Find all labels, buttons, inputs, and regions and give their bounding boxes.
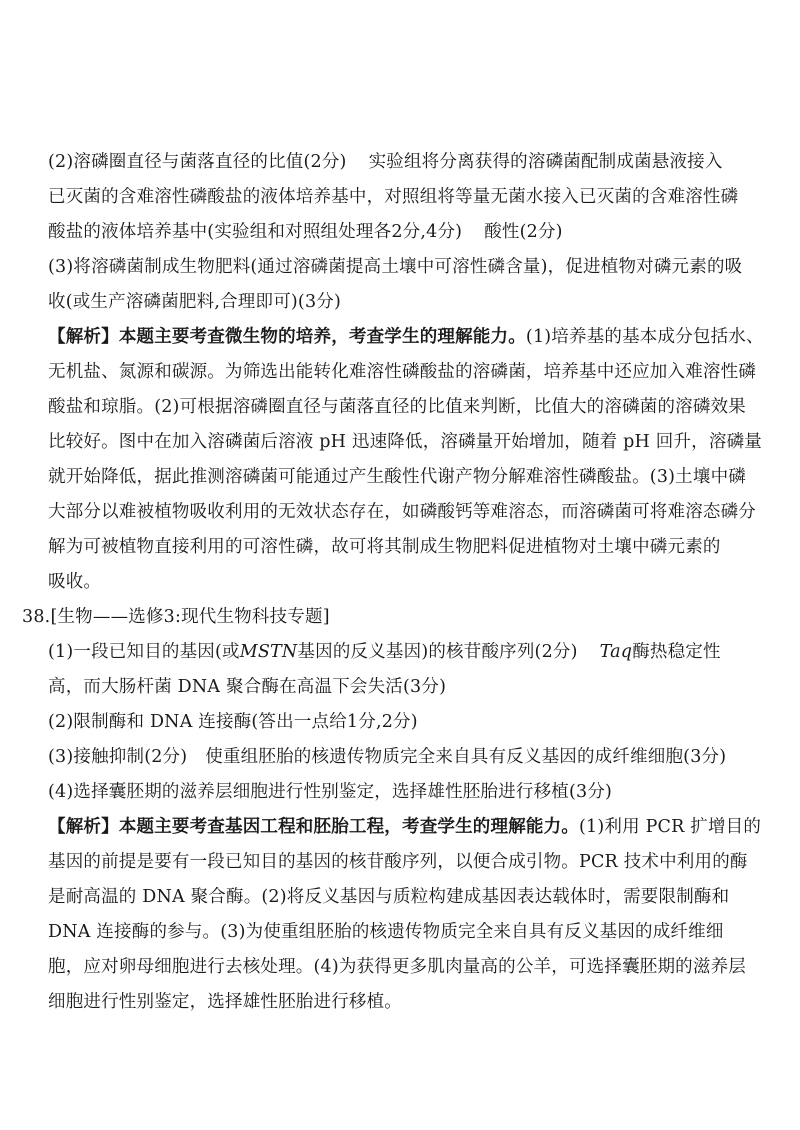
q38-analysis-line4: DNA 连接酶的参与。(3)为使重组胚胎的核遗传物质完全来自具有反义基因的成纤维细 <box>48 922 724 942</box>
analysis-lead: 本题主要考查基因工程和胚胎工程，考查学生的理解能力。 <box>118 817 580 837</box>
q38-analysis-line5: 胞，应对卵母细胞进行去核处理。(4)为获得更多肌肉量高的公羊，可选择囊胚期的滋养层 <box>48 957 746 977</box>
analysis-tag: 【解析】 <box>48 327 119 347</box>
q37-part2-answer-c: 酸性(2分) <box>484 222 563 242</box>
q37-analysis-line7: 解为可被植物直接利用的可溶性磷，故可将其制成生物肥料促进植物对土壤中磷元素的 <box>48 537 721 557</box>
q38-analysis-line6: 细胞进行性别鉴定，选择雄性胚胎进行移植。 <box>48 992 402 1012</box>
q38-answer4: (4)选择囊胚期的滋养层细胞进行性别鉴定，选择雄性胚胎进行移植(3分) <box>48 782 613 802</box>
q37-analysis-line3: 酸盐和琼脂。(2)可根据溶磷圈直径与菌落直径的比值来判断，比值大的溶磷菌的溶磷效果 <box>48 397 746 417</box>
q37-analysis-line8: 吸收。 <box>48 572 102 592</box>
q37-part2-line3: 酸盐的液体培养基中(实验组和对照组处理各2分,4分) 酸性(2分) <box>48 222 563 242</box>
q37-analysis-line5: 就开始降低，据此推测溶磷菌可能通过产生酸性代谢产物分解难溶性磷酸盐。(3)土壤中磷 <box>48 467 746 487</box>
q37-part2-line2: 已灭菌的含难溶性磷酸盐的液体培养基中，对照组将等量无菌水接入已灭菌的含难溶性磷 <box>48 187 739 207</box>
q38-answer1-line1: (1)一段已知目的基因(或MSTN基因的反义基因)的核苷酸序列(2分) Taq酶热稳定性 <box>48 642 721 662</box>
q38-analysis-line2: 基因的前提是要有一段已知目的基因的核苷酸序列，以便合成引物。PCR 技术中利用的酶 <box>48 852 748 872</box>
analysis-tag: 【解析】 <box>48 817 119 837</box>
q38-analysis-line3: 是耐高温的 DNA 聚合酶。(2)将反义基因与质粒构建成基因表达载体时，需要限制酶和 <box>48 887 730 907</box>
q38-answer1-line2: 高，而大肠杆菌 DNA 聚合酶在高温下会失活(3分) <box>48 677 447 697</box>
q37-part2-line1 <box>48 145 768 179</box>
question-title: [生物——选修3:现代生物科技专题] <box>50 607 330 627</box>
analysis-lead: 本题主要考查微生物的培养，考查学生的理解能力。 <box>118 327 526 347</box>
gene-name: MSTN <box>239 642 298 662</box>
question-number: 38. <box>22 607 51 627</box>
q37-part2-answer-a: (2)溶磷圈直径与菌落直径的比值(2分) <box>48 152 347 172</box>
q37-part3-line1: (3)将溶磷菌制成生物肥料(通过溶磷菌提高土壤中可溶性磷含量)，促进植物对磷元素的吸 <box>48 257 743 277</box>
q37-analysis-line6: 大部分以难被植物吸收利用的无效状态存在，如磷酸钙等难溶态，而溶磷菌可将难溶态磷分 <box>48 502 756 522</box>
q38-analysis-line1: 【解析】本题主要考查基因工程和胚胎工程，考查学生的理解能力。(1)利用 PCR 扩增目的 <box>48 817 762 837</box>
q37-part2-answer-b: 实验组将分离获得的溶磷菌配制成菌悬液接入 <box>368 152 723 172</box>
q37-analysis-line2: 无机盐、氮源和碳源。为筛选出能转化难溶性磷酸盐的溶磷菌，培养基中还应加入难溶性磷 <box>48 362 756 382</box>
q38-answer3: (3)接触抑制(2分) 使重组胚胎的核遗传物质完全来自具有反义基因的成纤维细胞(3分) <box>48 747 727 767</box>
q37-analysis-line1: 【解析】本题主要考查微生物的培养，考查学生的理解能力。(1)培养基的基本成分包括水、 <box>48 327 764 347</box>
enzyme-name: Taq <box>599 642 633 662</box>
q37-analysis-line4: 比较好。图中在加入溶磷菌后溶液 pH 迅速降低，溶磷量开始增加，随着 pH 回升，溶磷量 <box>48 432 762 452</box>
q38-answer2: (2)限制酶和 DNA 连接酶(答出一点给1分,2分) <box>48 712 418 732</box>
q38-header <box>22 600 742 634</box>
q37-part3-line2: 收(或生产溶磷菌肥料,合理即可)(3分) <box>48 292 342 312</box>
